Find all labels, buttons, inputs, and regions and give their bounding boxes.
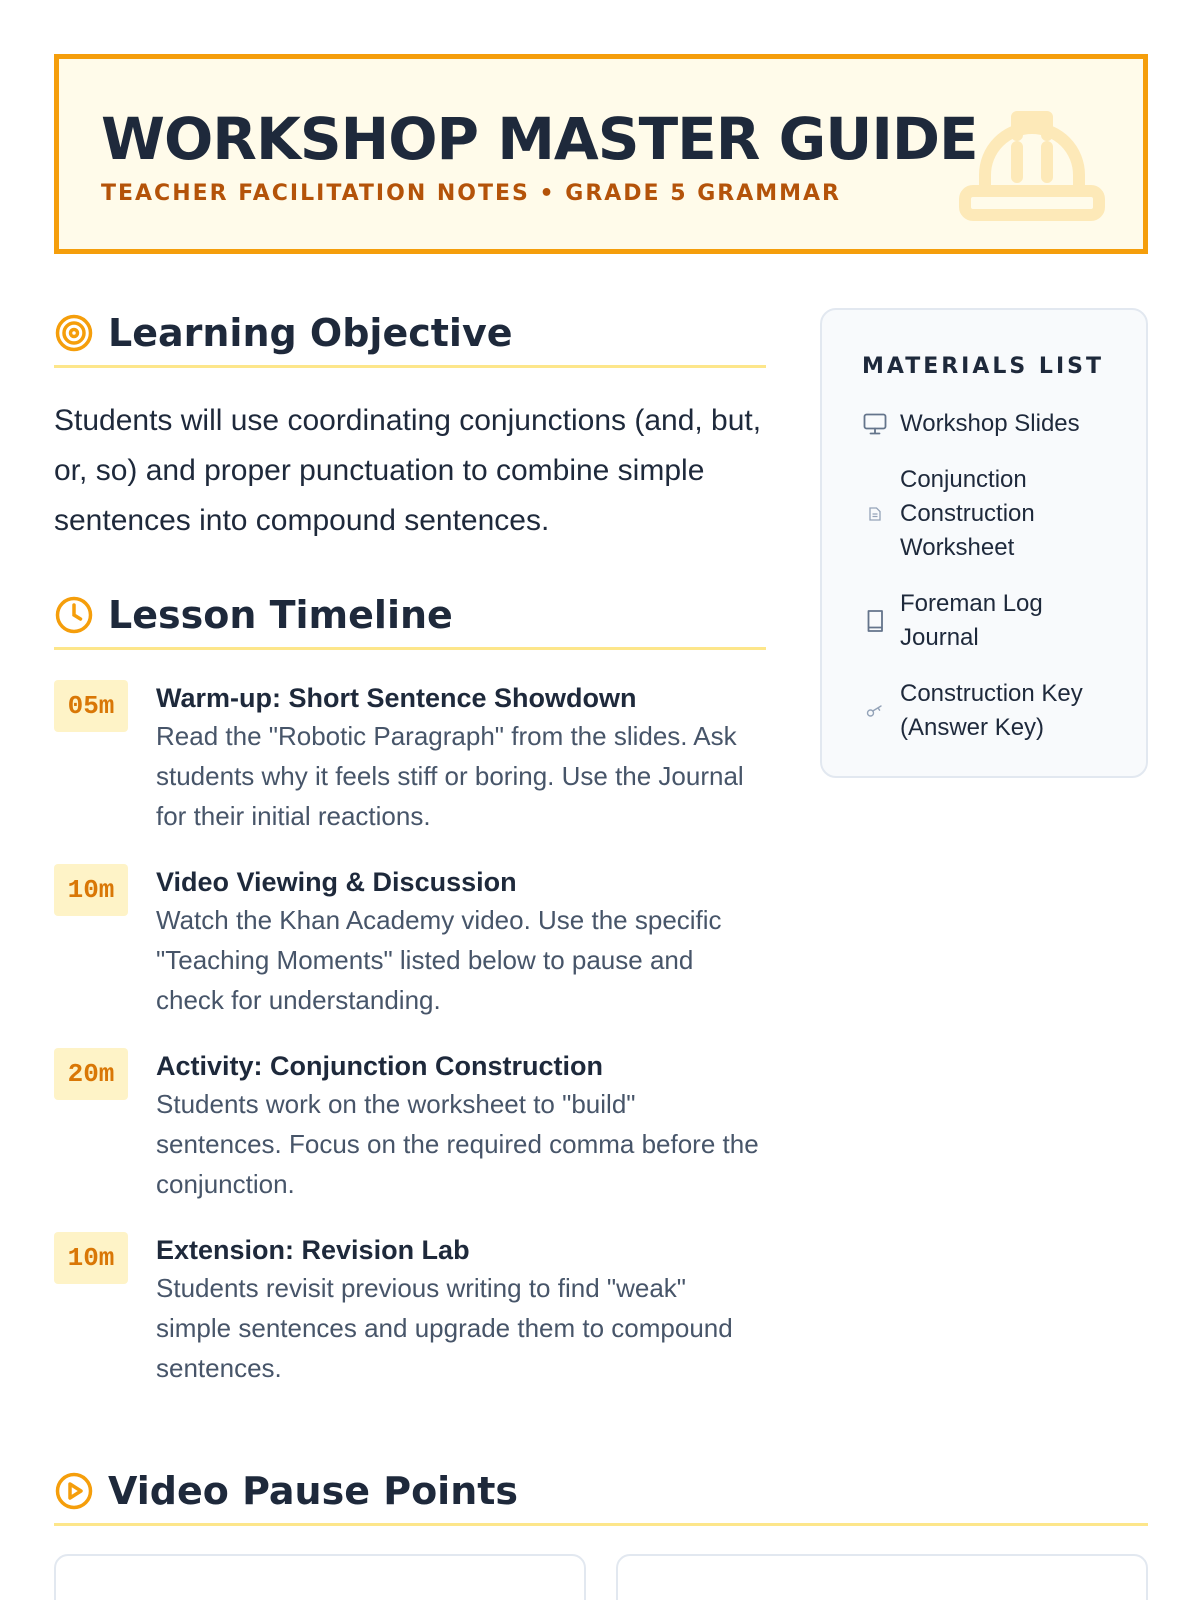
- material-label: Foreman Log Journal: [900, 590, 1043, 651]
- materials-panel: [820, 308, 1148, 778]
- timeline-item-title: Activity: Conjunction Construction: [156, 1051, 603, 1081]
- material-item[interactable]: [862, 587, 1116, 655]
- material-label: Workshop Slides: [900, 410, 1080, 437]
- objective-text: Students will use coordinating conjunctions (and, but, or, so) and proper punctuation to combine simple sentences into compound sentences.: [54, 404, 762, 537]
- learning-objective-section: [54, 300, 766, 546]
- duration-badge: 10m: [54, 1232, 128, 1284]
- target-icon: [54, 313, 94, 353]
- duration-badge: 10m: [54, 864, 128, 916]
- duration-badge: 20m: [54, 1048, 128, 1100]
- pause-point-card: [616, 1554, 1148, 1600]
- main-content: [54, 300, 766, 1416]
- timeline-item-description: Watch the Khan Academy video. Use the specific "Teaching Moments" listed below to pause and check for understanding.: [156, 905, 722, 1015]
- timeline-item-description: Students revisit previous writing to find "weak" simple sentences and upgrade them to compound sentences.: [156, 1273, 733, 1383]
- timeline-item-title: Video Viewing & Discussion: [156, 867, 517, 897]
- section-title: Learning Objective: [108, 310, 513, 355]
- section-header: [54, 1458, 1148, 1526]
- timeline-item-title: Warm-up: Short Sentence Showdown: [156, 683, 637, 713]
- book-icon: [862, 608, 888, 634]
- timeline-item-description: Read the "Robotic Paragraph" from the slides. Ask students why it feels stiff or boring. Use the Journal for their initial reactions.: [156, 721, 744, 831]
- timeline-item-body: [156, 864, 766, 1020]
- hard-hat-icon: [957, 107, 1107, 227]
- section-header: [54, 582, 766, 650]
- file-icon: [862, 501, 888, 527]
- material-item[interactable]: [862, 463, 1116, 565]
- timeline-item: [54, 1232, 766, 1388]
- section-title: Lesson Timeline: [108, 592, 453, 637]
- play-circle-icon: [54, 1471, 94, 1511]
- clock-icon: [54, 595, 94, 635]
- timeline-item-body: [156, 1048, 766, 1204]
- timeline-list: [54, 680, 766, 1388]
- timeline-item-body: [156, 1232, 766, 1388]
- timeline-item-description: Students work on the worksheet to "build" sentences. Focus on the required comma before the conjunction.: [156, 1089, 759, 1199]
- timeline-item-body: [156, 680, 766, 836]
- timeline-item: [54, 680, 766, 836]
- section-header: [54, 300, 766, 368]
- pause-point-card: [54, 1554, 586, 1600]
- video-pause-points-section: [54, 1458, 1148, 1600]
- monitor-icon: [862, 411, 888, 437]
- timeline-item: [54, 864, 766, 1020]
- section-title: Video Pause Points: [108, 1468, 519, 1513]
- lesson-timeline-section: [54, 582, 766, 1388]
- material-item[interactable]: [862, 677, 1116, 745]
- page-subtitle: TEACHER FACILITATION NOTES • GRADE 5 GRAMMAR: [101, 181, 841, 206]
- timeline-item-title: Extension: Revision Lab: [156, 1235, 470, 1265]
- materials-heading: MATERIALS LIST: [862, 354, 1104, 379]
- timeline-item: [54, 1048, 766, 1204]
- material-item[interactable]: [862, 407, 1116, 441]
- key-icon: [862, 698, 888, 724]
- material-label: Construction Key (Answer Key): [900, 680, 1083, 741]
- page-title: WORKSHOP MASTER GUIDE: [101, 105, 978, 173]
- material-label: Conjunction Construction Worksheet: [900, 466, 1035, 561]
- pause-point-cards: [54, 1554, 1148, 1600]
- page-header: [54, 54, 1148, 254]
- duration-badge: 05m: [54, 680, 128, 732]
